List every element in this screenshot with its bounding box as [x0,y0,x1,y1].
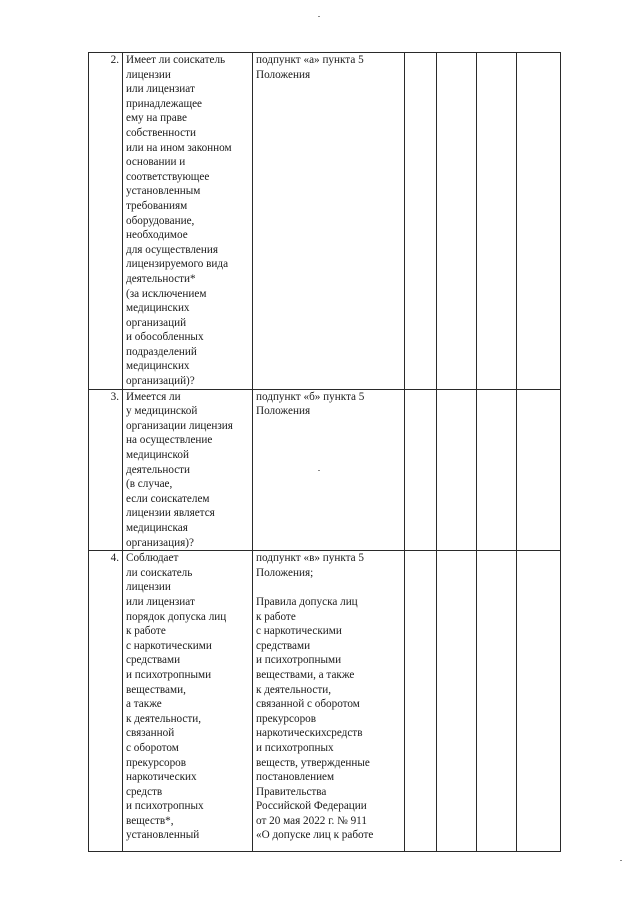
text-line: связанной с оборотом [256,698,360,711]
text-line: необходимое [126,229,188,242]
empty-cell-no[interactable] [437,389,477,551]
text-line: к деятельности, [256,683,332,696]
scan-speck [620,860,622,861]
text-line: лицензируемого вида [126,258,229,271]
text-line: с оборотом [126,741,179,754]
text-line: Положения [256,405,311,418]
text-line: с наркотическими [126,639,212,652]
text-line: Имеет ли соискатель [126,54,226,66]
text-line: лицензии [126,581,171,594]
empty-cell-yes[interactable] [405,551,437,852]
reference-cell [253,551,405,852]
empty-cell-note[interactable] [517,53,561,390]
empty-cell-no[interactable] [437,551,477,852]
text-line: если соискателем [126,492,210,505]
text-line: от 20 мая 2022 г. № 911 [256,814,367,827]
text-line: на осуществление [126,434,213,447]
text-line: ему на праве [126,112,187,125]
text-line: у медицинской [126,405,198,418]
text-line: Соблюдает [126,552,179,565]
text-line: «О допуске лиц к работе [256,829,374,842]
text-line: к деятельности, [126,712,202,725]
text-line: медицинская [126,522,188,534]
row-number: 2. [89,53,123,390]
empty-cell-note[interactable] [517,551,561,852]
text-line: Правила допуска лиц [256,595,358,608]
text-line: Правительства [256,785,327,798]
text-line: организаций [126,316,187,329]
text-line: соответствующее [126,170,210,183]
empty-cell-na[interactable] [477,389,517,551]
text-line: к работе [126,625,166,638]
text-line: с наркотическими [256,625,342,638]
row-number: 4. [89,551,123,852]
text-line: подпункт «б» пункта 5 [256,390,365,403]
empty-cell-na[interactable] [477,551,517,852]
text-line: а также [126,698,162,711]
text-line: деятельности [126,463,191,476]
text-line: организаций)? [126,375,195,388]
text-line: и психотропных [256,741,334,754]
text-line: лицензии [126,68,171,81]
scan-speck [318,16,320,17]
text-line: Положения; [256,566,314,579]
text-line: медицинских [126,360,190,373]
text-line: наркотических [126,771,197,784]
empty-cell-no[interactable] [437,53,477,390]
text-line: веществами, [126,683,186,696]
empty-cell-yes[interactable] [405,389,437,551]
empty-cell-na[interactable] [477,53,517,390]
text-line: Имеется ли [126,390,181,403]
text-line: собственности [126,126,196,139]
text-line: или на ином законном [126,141,232,154]
text-line: связанной [126,727,175,740]
text-line: или лицензиат [126,83,195,96]
text-line: Положения [256,68,311,81]
text-line: организации лицензия [126,419,233,432]
text-line: прекурсоров [126,756,187,769]
text-line: прекурсоров [256,712,317,725]
text-line: медицинской [126,449,189,462]
text-line: ли соискатель [126,566,193,579]
table-row [89,389,561,551]
text-line: организация)? [126,536,194,549]
text-line: лицензии является [126,507,215,520]
text-line: оборудование, [126,214,195,227]
scan-speck [318,470,320,471]
table-row [89,551,561,852]
text-line: и психотропными [256,654,342,667]
text-line: подпункт «а» пункта 5 [256,54,364,66]
text-line: и психотропными [126,668,212,681]
question-cell [123,53,253,390]
text-line: веществ, утвержденные [256,756,370,769]
text-line: наркотическихсредств [256,727,363,740]
row-number: 3. [89,389,123,551]
text-line: веществами, а также [256,668,355,681]
question-cell [123,551,253,852]
text-line: (в случае, [126,478,173,491]
text-line: основании и [126,156,186,169]
text-line: и психотропных [126,800,204,813]
reference-cell [253,389,405,551]
text-line: постановлением [256,771,335,784]
text-line: медицинских [126,302,190,315]
text-line: подпункт «в» пункта 5 [256,552,364,565]
text-line: средствами [256,639,311,652]
text-line: подразделений [126,345,197,358]
text-line: (за исключением [126,287,207,300]
text-line [256,580,404,595]
text-line: установленный [126,829,200,842]
text-line: к работе [256,610,296,623]
text-line: установленным [126,185,201,198]
text-line: для осуществления [126,243,219,256]
text-line: порядок допуска лиц [126,610,227,623]
question-cell [123,389,253,551]
checklist-table [88,52,561,852]
text-line: Российской Федерации [256,800,367,813]
text-line: средств [126,785,163,798]
empty-cell-yes[interactable] [405,53,437,390]
text-line: и обособленных [126,331,204,344]
text-line: требованиям [126,199,188,212]
text-line: веществ*, [126,814,174,827]
reference-cell [253,53,405,390]
text-line: деятельности* [126,272,196,285]
text-line: средствами [126,654,181,667]
text-line: или лицензиат [126,595,195,608]
text-line: принадлежащее [126,97,203,110]
empty-cell-note[interactable] [517,389,561,551]
table-row [89,53,561,390]
